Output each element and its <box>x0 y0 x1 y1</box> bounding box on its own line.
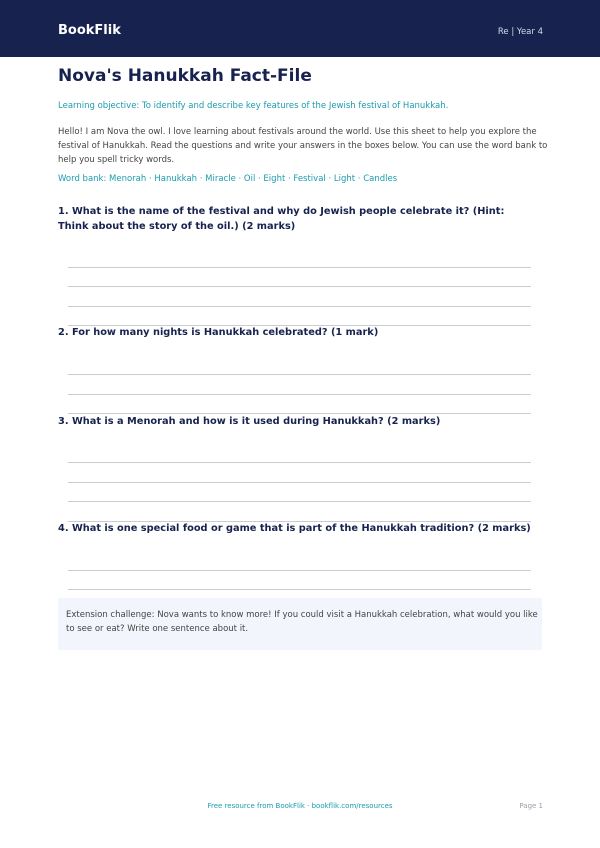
intro-paragraph: Hello! I am Nova the owl. I love learning about festivals around the world. Use this sheet to help you explore the festival of Hanukkah. Read the questions and write your answers in the boxes below. You can use the word bank to help you spell tricky words. <box>58 127 548 165</box>
word-bank: Word bank: Menorah · Hanukkah · Miracle · Oil · Eight · Festival · Light · Candles <box>58 174 398 184</box>
answer-line[interactable] <box>68 501 531 502</box>
answer-line[interactable] <box>68 394 531 395</box>
answer-line[interactable] <box>68 570 531 571</box>
answer-line[interactable] <box>68 286 531 287</box>
subject-year-label: Re | Year 4 <box>497 27 543 37</box>
extension-text: Extension challenge: Nova wants to know more! If you could visit a Hanukkah celebration, what would you like to see or eat? Write one sentence about it. <box>66 610 538 634</box>
extension-challenge-box <box>58 598 542 650</box>
page-title: Nova's Hanukkah Fact-File <box>58 66 312 86</box>
answer-line[interactable] <box>68 462 531 463</box>
header-bar <box>0 0 600 57</box>
answer-line[interactable] <box>68 589 531 590</box>
answer-line[interactable] <box>68 267 531 268</box>
answer-line[interactable] <box>68 306 531 307</box>
answer-line[interactable] <box>68 374 531 375</box>
brand-logo: BookFlik <box>58 23 121 38</box>
learning-objective: Learning objective: To identify and describe key features of the Jewish festival of Hanukkah. <box>58 101 449 111</box>
question-3: 3. What is a Menorah and how is it used during Hanukkah? (2 marks) <box>58 416 441 427</box>
page-number: Page 1 <box>519 802 543 810</box>
footer-text: Free resource from BookFlik · bookflik.com/resources <box>207 802 393 810</box>
question-4: 4. What is one special food or game that is part of the Hanukkah tradition? (2 marks) <box>58 523 531 534</box>
question-2: 2. For how many nights is Hanukkah celebrated? (1 mark) <box>58 327 379 338</box>
question-1: 1. What is the name of the festival and why do Jewish people celebrate it? (Hint: Think about the story of the oil.) (2 marks) <box>58 206 505 232</box>
answer-line[interactable] <box>68 482 531 483</box>
